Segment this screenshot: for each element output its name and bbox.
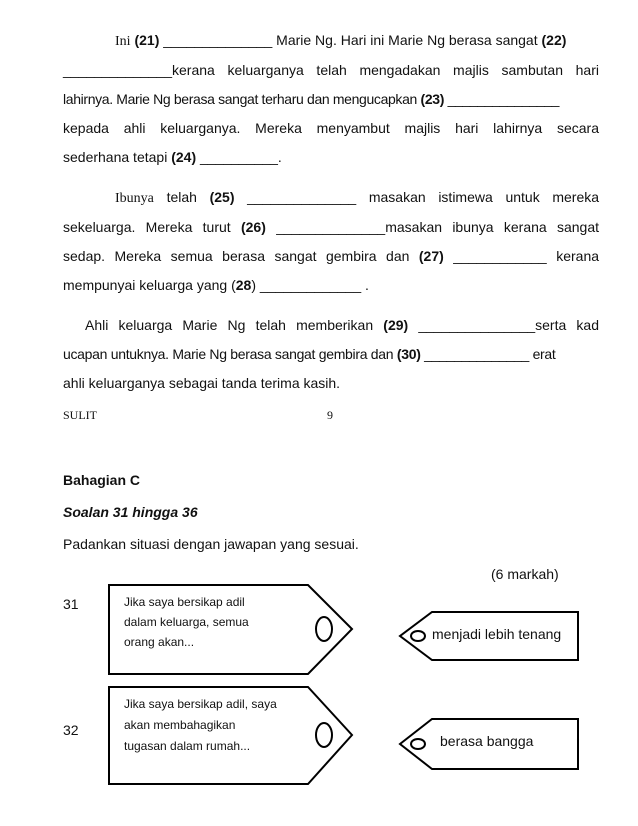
- para2-line2: [63, 213, 599, 242]
- para1-line3: [63, 85, 599, 114]
- para2-line4-period: .: [365, 277, 369, 293]
- para2-line1-text: masakan istimewa untuk mereka: [368, 189, 600, 205]
- para1-line4: kepada ahli keluarganya. Mereka menyambut majlis hari lahirnya secara: [63, 120, 599, 136]
- blank-22: ______________: [63, 62, 173, 78]
- para2-line4-paren: ): [251, 277, 257, 293]
- question-number-29: (29): [383, 317, 409, 333]
- para2-line2-text: sekeluarga. Mereka turut: [63, 219, 231, 235]
- para2-line4: [63, 271, 599, 300]
- blank-23: _______________: [447, 91, 560, 107]
- question-number: 32: [63, 722, 79, 738]
- para1-line1-text: Marie Ng. Hari ini Marie Ng berasa sangat: [276, 32, 538, 48]
- question-32-line: akan membahagikan: [124, 718, 236, 732]
- para2-line1: [63, 183, 599, 213]
- blank-28: _____________: [259, 277, 362, 293]
- blank-26: ______________: [276, 219, 386, 235]
- blank-27: ____________: [453, 248, 547, 264]
- para2-line2-text-b: masakan ibunya kerana sangat: [385, 219, 600, 235]
- para3-line1-text-b: serta kad: [535, 317, 599, 333]
- blank-29: _______________: [418, 317, 536, 333]
- para2-line3: [63, 242, 599, 271]
- para1-line5: [63, 143, 599, 172]
- para1-line2-text: kerana keluarganya telah mengadakan majlis sambutan hari: [172, 62, 599, 78]
- answer-2-text: berasa bangga: [440, 733, 534, 749]
- question-31-line: orang akan...: [124, 635, 195, 649]
- question-31-line: dalam keluarga, semua: [124, 615, 249, 629]
- question-31-line: Jika saya bersikap adil: [124, 595, 245, 609]
- para1-line1: [63, 26, 599, 56]
- section-instruction: Padankan situasi dengan jawapan yang sesuai.: [63, 536, 359, 552]
- question-number-24: (24): [171, 149, 197, 165]
- para2-line4-text: mempunyai keluarga yang (: [63, 277, 236, 293]
- paragraph-1: [63, 26, 599, 172]
- question-number-21: (21): [134, 32, 160, 48]
- para2-line3-text: sedap. Mereka semua berasa sangat gembira dan: [63, 248, 410, 264]
- question-32-line: tugasan dalam rumah...: [124, 739, 251, 753]
- blank-24: __________.: [200, 149, 282, 165]
- para2-word-telah: telah: [166, 189, 197, 205]
- para3-line1-text: Ahli keluarga Marie Ng telah memberikan: [85, 317, 374, 333]
- para1-line3-text: lahirnya. Marie Ng berasa sangat terharu dan mengucapkan: [63, 91, 417, 107]
- question-number-25: (25): [209, 189, 235, 205]
- para1-line2: [63, 56, 599, 85]
- footer-sulit: SULIT: [63, 408, 97, 422]
- section-title: Bahagian C: [63, 472, 141, 488]
- para2-word-ibunya: Ibunya: [115, 191, 154, 206]
- section-subtitle: Soalan 31 hingga 36: [63, 504, 198, 520]
- answer-1-text: menjadi lebih tenang: [432, 626, 562, 642]
- question-number-30: (30): [396, 346, 421, 362]
- para3-line1: [63, 311, 599, 340]
- question-32-text: [124, 694, 277, 757]
- paragraph-3: [63, 311, 599, 398]
- blank-25: ______________: [247, 189, 357, 205]
- blank-21: ______________: [163, 32, 273, 48]
- para3-line2: [63, 340, 599, 369]
- para3-line3: ahli keluarganya sebagai tanda terima kasih.: [63, 375, 341, 391]
- question-number-26: (26): [240, 219, 266, 235]
- marks-label: (6 markah): [491, 566, 559, 582]
- question-31-text: [124, 592, 249, 652]
- para1-line5-text: sederhana tetapi: [63, 149, 168, 165]
- para2-line3-text-b: kerana: [556, 248, 600, 264]
- question-32-line: Jika saya bersikap adil, saya: [124, 697, 277, 711]
- question-number: 31: [63, 596, 79, 612]
- question-number-23: (23): [420, 91, 445, 107]
- para1-word-ini: Ini: [115, 34, 131, 49]
- question-number-22: (22): [541, 32, 567, 48]
- para3-line2-text: ucapan untuknya. Marie Ng berasa sangat gembira dan: [63, 346, 394, 362]
- paragraph-2: [63, 183, 599, 300]
- question-number-27: (27): [418, 248, 444, 264]
- para3-line2-text-b: erat: [532, 346, 556, 362]
- question-number-28: 28: [235, 277, 252, 293]
- footer-page-number: 9: [327, 408, 333, 422]
- blank-30: ______________: [424, 346, 529, 362]
